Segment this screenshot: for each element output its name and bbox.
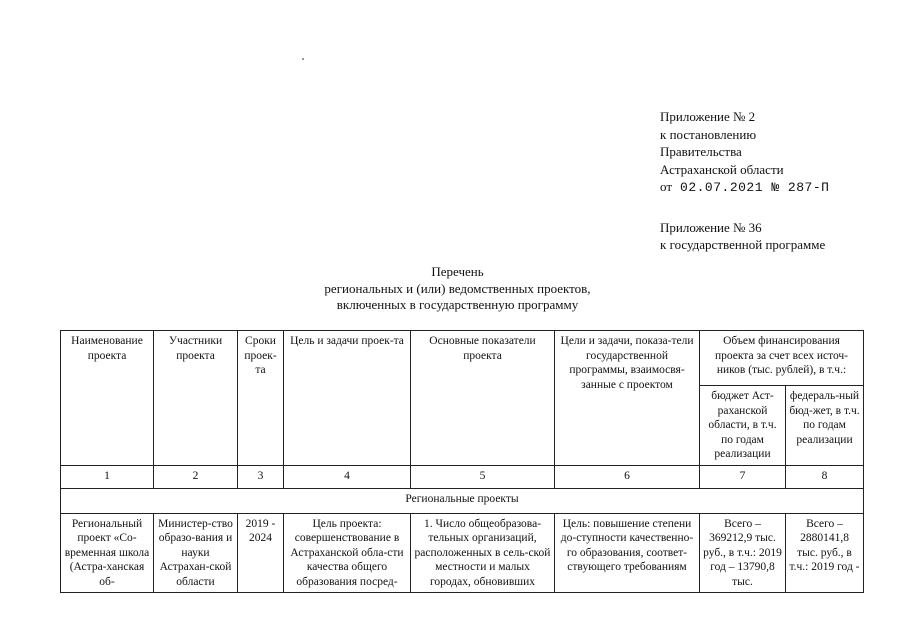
header-participants: Участники проекта <box>154 331 238 466</box>
title-line: Перечень <box>431 264 484 279</box>
cell-program-goals: Цель: повышение степени до-ступности качественно-го образования, соответ-ствующего требованиям <box>555 513 700 593</box>
appendix-2-line: Приложение № 2 <box>660 109 756 124</box>
header-goal: Цель и задачи проек-та <box>284 331 411 466</box>
scan-speck <box>302 58 304 60</box>
title-line: включенных в государственную программу <box>336 297 579 312</box>
column-number: 3 <box>238 465 284 488</box>
column-number: 4 <box>284 465 411 488</box>
cell-goal: Цель проекта: совершенствование в Астраханской обла-сти качества общего образования посред- <box>284 513 411 593</box>
appendix-36-line: Приложение № 36 <box>660 219 762 235</box>
column-number: 2 <box>154 465 238 488</box>
document-title <box>0 264 905 314</box>
header-funding: Объем финансирования проекта за счет всех источ-ников (тыс. рублей), в т.ч.: <box>700 331 864 386</box>
cell-federal-budget: Всего – 2880141,8 тыс. руб., в т.ч.: 2019 год - <box>786 513 864 593</box>
cell-terms: 2019 - 2024 <box>238 513 284 593</box>
appendix-2-line: Правительства <box>660 144 742 159</box>
header-program-goals: Цели и задачи, показа-тели государственной программы, взаимосвя-занные с проектом <box>555 331 700 466</box>
appendix-36-line: к государственной программе <box>660 237 826 252</box>
column-number: 5 <box>411 465 555 488</box>
date-stamp: 02.07.2021 № 287-П <box>680 180 830 195</box>
date-line <box>660 178 829 197</box>
column-numbers-row <box>61 465 864 488</box>
column-number: 8 <box>786 465 864 488</box>
date-prefix: от <box>660 179 673 194</box>
column-number: 7 <box>700 465 786 488</box>
appendix-2-line: Астраханской области <box>660 161 784 177</box>
column-number: 6 <box>555 465 700 488</box>
appendix-2-line: к постановлению <box>660 126 757 142</box>
section-row <box>61 488 864 513</box>
cell-participants: Министер-ство образо-вания и науки Астрахан-ской области <box>154 513 238 593</box>
table-row <box>61 513 864 593</box>
header-block <box>660 108 829 254</box>
cell-indicators: 1. Число общеобразова-тельных организаций, расположенных в сель-ской местности и малых городах, обновивших <box>411 513 555 593</box>
header-name: Наименование проекта <box>61 331 154 466</box>
header-federal-budget: федераль-ный бюд-жет, в т.ч. по годам реализации <box>786 386 864 466</box>
header-regional-budget: бюджет Аст-раханской области, в т.ч. по годам реализации <box>700 386 786 466</box>
cell-regional-budget: Всего – 369212,9 тыс. руб., в т.ч.: 2019 год – 13790,8 тыс. <box>700 513 786 593</box>
header-indicators: Основные показатели проекта <box>411 331 555 466</box>
title-line: региональных и (или) ведомственных проектов, <box>324 280 591 296</box>
section-title: Региональные проекты <box>61 488 864 513</box>
header-terms: Сроки проек-та <box>238 331 284 466</box>
cell-name: Региональный проект «Со-временная школа (Астра-ханская об- <box>61 513 154 593</box>
column-number: 1 <box>61 465 154 488</box>
projects-table <box>60 330 864 593</box>
